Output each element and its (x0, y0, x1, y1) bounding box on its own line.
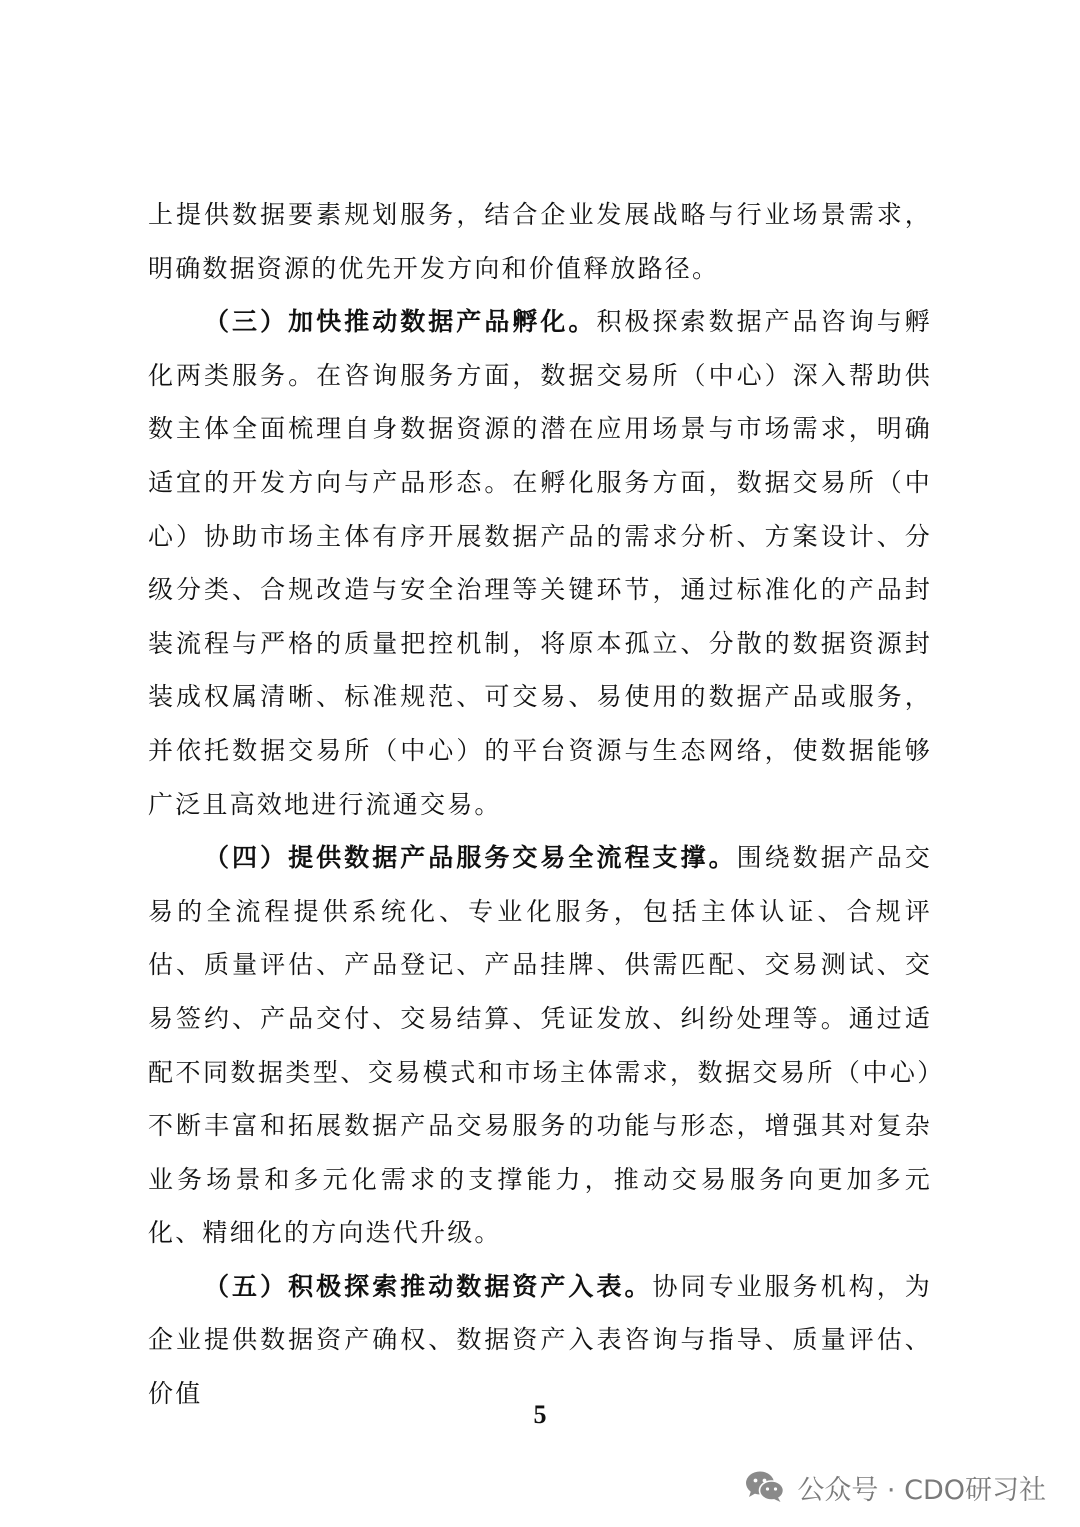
paragraph-text: 围绕数据产品交易的全流程提供系统化、专业化服务，包括主体认证、合规评估、质量评估、产品登记、产品挂牌、供需匹配、交易测试、交易签约、产品交付、交易结算、凭证发放、纠纷处理等。通过适配不同数据类型、交易模式和市场主体需求，数据交易所（中心）不断丰富和拓展数据产品交易服务的功能与形态，增强其对复杂业务场景和多元化需求的支撑能力，推动交易服务向更加多元化、精细化的方向迭代升级。 (148, 843, 932, 1248)
paragraph-1 (148, 188, 932, 295)
paragraph-heading: （五）积极探索推动数据资产入表。 (204, 1271, 653, 1301)
paragraph-text: 协同专业服务机构，为企业提供数据资产确权、数据资产入表咨询与指导、质量评估、价值 (148, 1271, 932, 1409)
watermark (745, 1465, 1046, 1509)
paragraph-heading: （四）提供数据产品服务交易全流程支撑。 (204, 843, 737, 873)
paragraph-text: 上提供数据要素规划服务，结合企业发展战略与行业场景需求，明确数据资源的优先开发方向和价值释放路径。 (148, 200, 932, 283)
text-body (148, 188, 932, 1421)
paragraph-3 (148, 831, 932, 1260)
paragraph-heading: （三）加快推动数据产品孵化。 (204, 307, 597, 337)
paragraph-2 (148, 295, 932, 831)
watermark-text: 公众号 · CDO研习社 (797, 1474, 1046, 1506)
paragraph-text: 积极探索数据产品咨询与孵化两类服务。在咨询服务方面，数据交易所（中心）深入帮助供数主体全面梳理自身数据资源的潜在应用场景与市场需求，明确适宜的开发方向与产品形态。在孵化服务方面，数据交易所（中心）协助市场主体有序开展数据产品的需求分析、方案设计、分级分类、合规改造与安全治理等关键环节，通过标准化的产品封装流程与严格的质量把控机制，将原本孤立、分散的数据资源封装成权属清晰、标准规范、可交易、易使用的数据产品或服务，并依托数据交易所（中心）的平台资源与生态网络，使数据能够广泛且高效地进行流通交易。 (148, 307, 932, 819)
paragraph-4 (148, 1260, 932, 1421)
page-number: 5 (533, 1400, 547, 1429)
wechat-icon (745, 1470, 785, 1504)
